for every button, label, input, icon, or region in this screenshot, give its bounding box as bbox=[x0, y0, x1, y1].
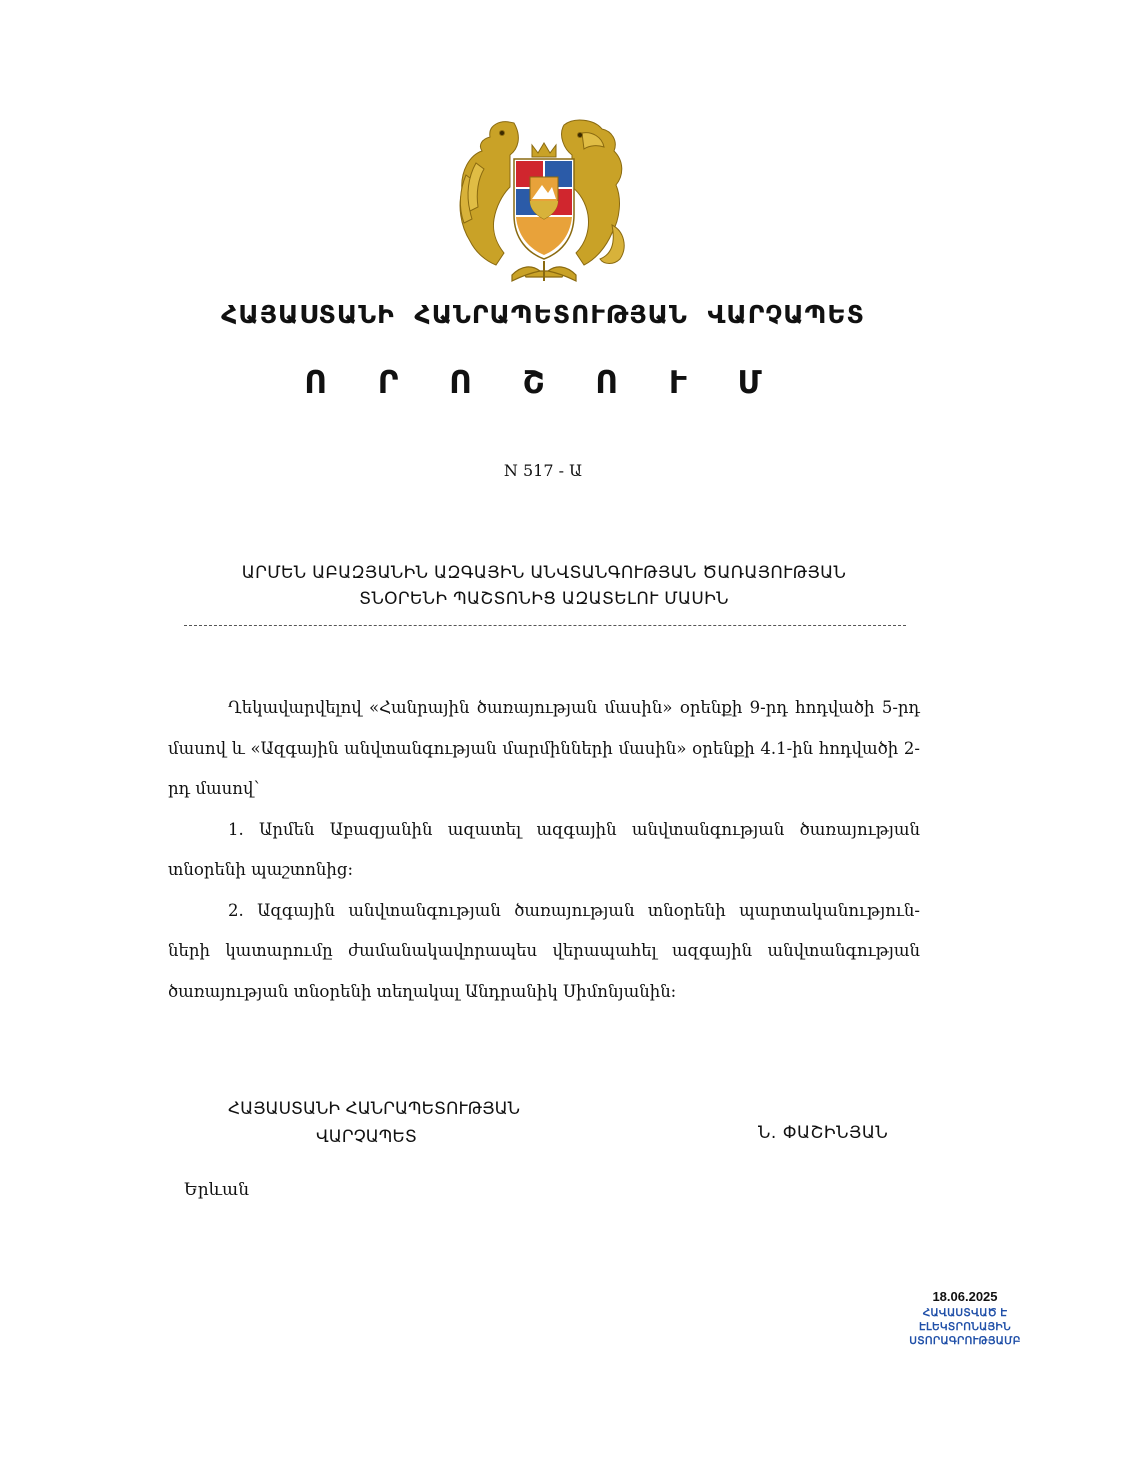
position-line-2: ՎԱՐՉԱՊԵՏ bbox=[316, 1127, 417, 1147]
subject-line-2: ՏՆՕՐԵՆԻ ՊԱՇՏՈՆԻՑ ԱԶԱՏԵԼՈՒ ՄԱՍԻՆ bbox=[359, 589, 729, 609]
clause-2: 2. Ազգային անվտանգության ծառայության տնօրենի պարտականություն-ների կատարումը ժամանակավորապես վերապահել ազգային անվտանգության ծառայության տնօրենի տեղակալ Անդրանիկ Սիմոնյանին: bbox=[168, 900, 920, 1001]
armenian-coat-of-arms-icon bbox=[452, 115, 636, 287]
position-line-1: ՀԱՅԱՍՏԱՆԻ ՀԱՆՐԱՊԵՏՈՒԹՅԱՆ bbox=[228, 1099, 520, 1119]
stamp-line-2: ԷԼԵԿՏՐՈՆԱՅԻՆ bbox=[919, 1321, 1011, 1333]
stamp-line-1: ՀԱՎԱՍՏՎԱԾ Է bbox=[922, 1307, 1008, 1319]
stamp-date: 18.06.2025 bbox=[932, 1289, 998, 1304]
subject-line-1: ԱՐՄԵՆ ԱԲԱԶՅԱՆԻՆ ԱԶԳԱՅԻՆ ԱՆՎՏԱՆԳՈՒԹՅԱՆ ԾԱՌԱՅՈՒԹՅԱՆ bbox=[241, 563, 847, 583]
signatory-position bbox=[228, 1095, 520, 1151]
decree-number: N 517 - Ա bbox=[503, 461, 583, 480]
stamp-line-3: ՍՏՈՐԱԳՐՈՒԹՅԱՄԲ bbox=[909, 1335, 1021, 1347]
decree-subject bbox=[170, 560, 918, 612]
preamble-paragraph: Ղեկավարվելով «Հանրային ծառայության մասին» օրենքի 9-րդ հոդվածի 5-րդ մասով և «Ազգային անվտանգության մարմինների մասին» օրենքի 4.1-ին հոդվածի 2-րդ մասով՝ bbox=[168, 698, 920, 798]
place-of-issue: Երևան bbox=[184, 1180, 249, 1200]
signer-name: Ն. ՓԱՇԻՆՅԱՆ bbox=[758, 1123, 889, 1143]
decree-body bbox=[168, 688, 920, 1012]
dashed-divider bbox=[184, 625, 906, 626]
electronic-signature-stamp bbox=[880, 1288, 1050, 1348]
issuing-authority: ՀԱՅԱՍՏԱՆԻ ՀԱՆՐԱՊԵՏՈՒԹՅԱՆ ՎԱՐՉԱՊԵՏ bbox=[221, 300, 865, 329]
document-type-heading: Ո Ր Ո Շ Ո Ւ Մ bbox=[304, 365, 782, 401]
clause-1: 1. Արմեն Աբազյանին ազատել ազգային անվտանգության ծառայության տնօրենի պաշտոնից: bbox=[168, 819, 920, 879]
